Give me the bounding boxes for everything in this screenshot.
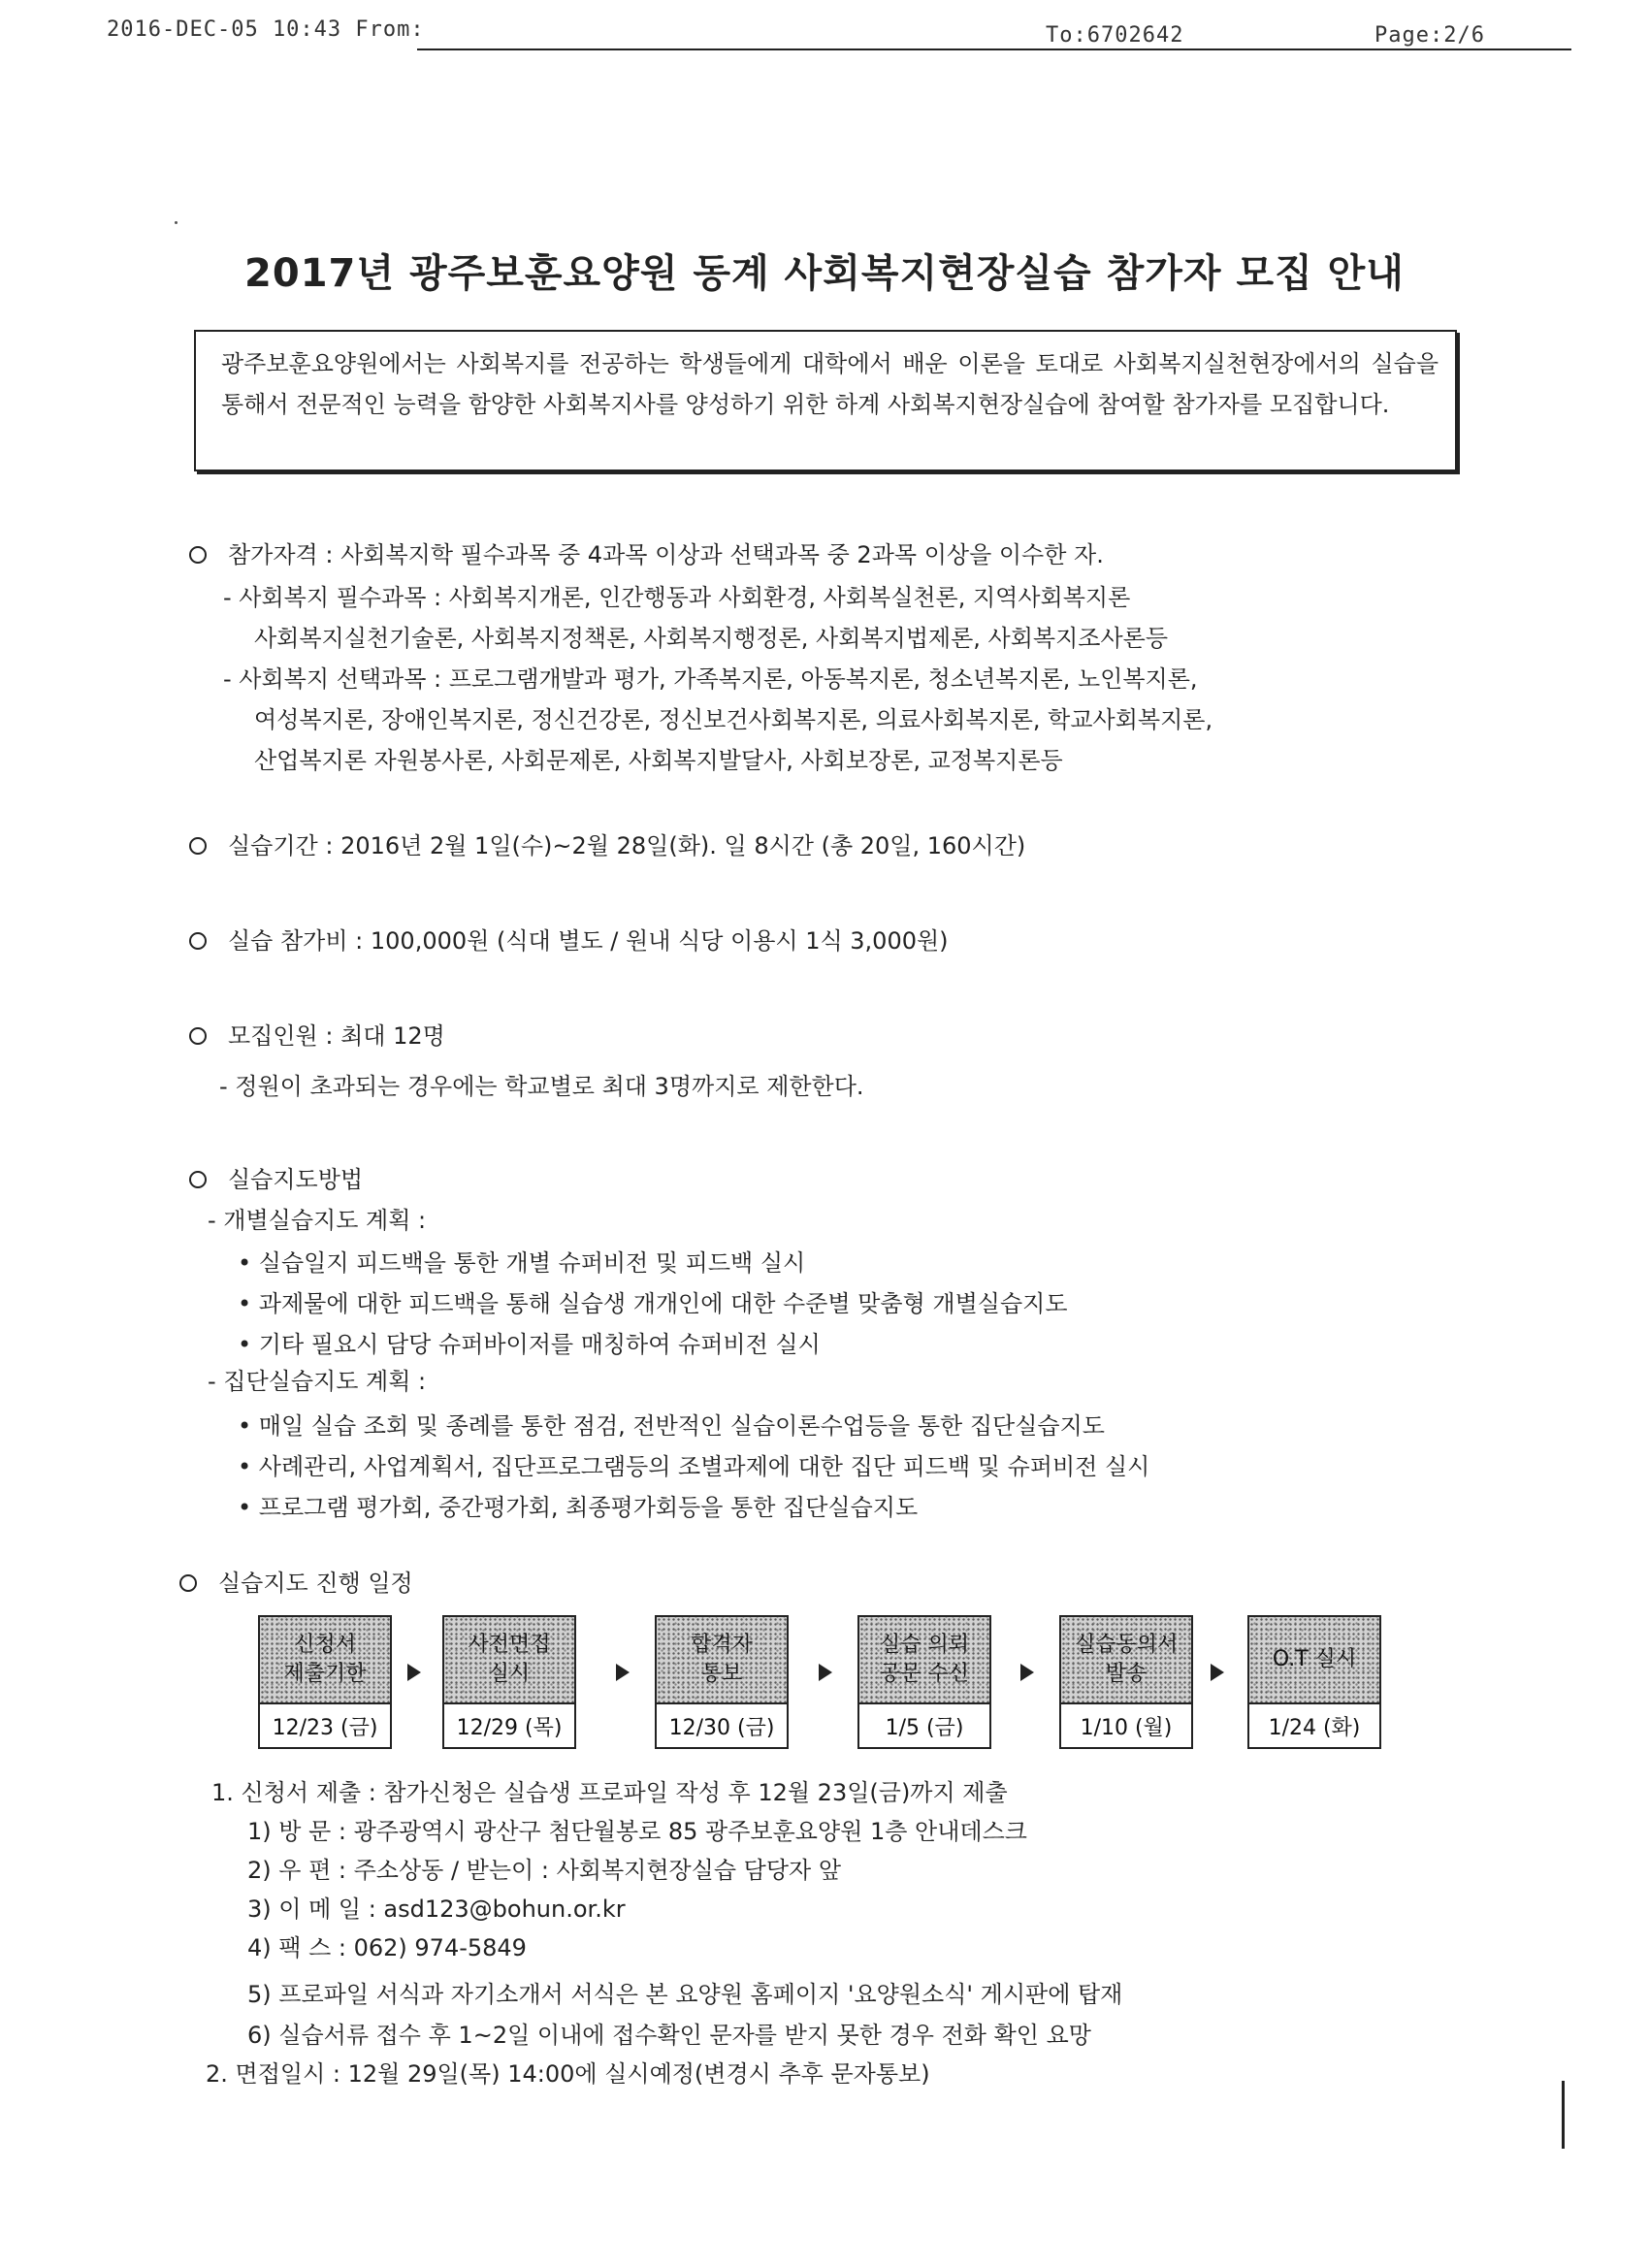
- application-sub-item: 1) 방 문 : 광주광역시 광산구 첨단월봉로 85 광주보훈요양원 1층 안내데스크: [247, 1818, 1027, 1845]
- schedule-step-label: 실습동의서 발송: [1061, 1617, 1191, 1704]
- fax-recipient: To:6702642: [1046, 23, 1184, 48]
- guidance-row: [189, 1160, 363, 1194]
- schedule-step: [655, 1615, 789, 1749]
- circle-bullet-icon: [189, 837, 207, 855]
- circle-bullet-icon: [189, 1171, 207, 1188]
- intro-box: [194, 330, 1457, 471]
- schedule-step-date: 1/5 (금): [885, 1715, 964, 1740]
- arrow-right-icon: [616, 1664, 630, 1681]
- schedule-step-date: 12/29 (목): [456, 1715, 563, 1740]
- schedule-step: [1059, 1615, 1193, 1749]
- circle-bullet-icon: [189, 546, 207, 564]
- application-sub-item: 5) 프로파일 서식과 자기소개서 서식은 본 요양원 홈페이지 '요양원소식' 게시판에 탑재: [247, 1981, 1123, 2008]
- elective-courses-line-2: 여성복지론, 장애인복지론, 정신건강론, 정신보건사회복지론, 의료사회복지론, 학교사회복지론,: [254, 706, 1213, 733]
- schedule-step: [442, 1615, 576, 1749]
- individual-plan-item: • 실습일지 피드백을 통한 개별 슈퍼비전 및 피드백 실시: [238, 1249, 806, 1277]
- fax-sender-line: 2016-DEC-05 10:43 From:: [107, 17, 425, 42]
- application-sub-item: 4) 팩 스 : 062) 974-5849: [247, 1934, 527, 1961]
- application-sub-item: 6) 실습서류 접수 후 1~2일 이내에 접수확인 문자를 받지 못한 경우 전화 확인 요망: [247, 2022, 1091, 2049]
- practice-fee: 실습 참가비 : 100,000원 (식대 별도 / 원내 식당 이용시 1식 3,000원): [228, 927, 949, 955]
- elective-courses-line-3: 산업복지론 자원봉사론, 사회문제론, 사회복지발달사, 사회보장론, 교정복지론등: [254, 747, 1063, 774]
- elective-courses-line-1: - 사회복지 선택과목 : 프로그램개발과 평가, 가족복지론, 아동복지론, 청소년복지론, 노인복지론,: [223, 665, 1198, 693]
- application-item-1: 1. 신청서 제출 : 참가신청은 실습생 프로파일 작성 후 12월 23일(금)까지 제출: [211, 1779, 1008, 1806]
- group-plan-item: • 매일 실습 조회 및 종례를 통한 점검, 전반적인 실습이론수업등을 통한 집단실습지도: [238, 1412, 1105, 1440]
- fax-header: [107, 17, 1562, 56]
- margin-mark: [1562, 2081, 1565, 2149]
- schedule-step-label: O.T 실시: [1249, 1617, 1379, 1704]
- recruit-row: [189, 1017, 445, 1051]
- schedule-step-date: 1/24 (화): [1268, 1715, 1361, 1740]
- eligibility-heading: 참가자격 : 사회복지학 필수과목 중 4과목 이상과 선택과목 중 2과목 이상을 이수한 자.: [228, 541, 1104, 568]
- required-courses-line-2: 사회복지실천기술론, 사회복지정책론, 사회복지행정론, 사회복지법제론, 사회복지조사론등: [254, 625, 1169, 652]
- schedule-row: [179, 1564, 413, 1598]
- group-plan-item: • 사례관리, 사업계획서, 집단프로그램등의 조별과제에 대한 집단 피드백 및 슈퍼비전 실시: [238, 1453, 1150, 1480]
- schedule-step-date: 1/10 (월): [1080, 1715, 1173, 1740]
- guidance-heading: 실습지도방법: [228, 1166, 364, 1193]
- document-title: 2017년 광주보훈요양원 동계 사회복지현장실습 참가자 모집 안내: [244, 251, 1405, 296]
- arrow-right-icon: [1211, 1664, 1224, 1681]
- schedule-step: [857, 1615, 991, 1749]
- practice-period: 실습기간 : 2016년 2월 1일(수)~2월 28일(화). 일 8시간 (총 20일, 160시간): [228, 832, 1026, 859]
- application-sub-item: 2) 우 편 : 주소상동 / 받는이 : 사회복지현장실습 담당자 앞: [247, 1857, 842, 1884]
- group-plan-item: • 프로그램 평가회, 중간평가회, 최종평가회등을 통한 집단실습지도: [238, 1494, 919, 1521]
- schedule-heading: 실습지도 진행 일정: [218, 1570, 413, 1597]
- group-plan-heading: - 집단실습지도 계획 :: [208, 1368, 427, 1395]
- application-item-2: 2. 면접일시 : 12월 29일(목) 14:00에 실시예정(변경시 추후 문자통보): [206, 2060, 930, 2088]
- eligibility-heading-row: [189, 535, 1104, 569]
- circle-bullet-icon: [189, 1027, 207, 1045]
- schedule-step-date: 12/23 (금): [272, 1715, 378, 1740]
- circle-bullet-icon: [189, 932, 207, 950]
- schedule-step-date: 12/30 (금): [668, 1715, 775, 1740]
- required-courses-line-1: - 사회복지 필수과목 : 사회복지개론, 인간행동과 사회환경, 사회복실천론, 지역사회복지론: [223, 584, 1131, 611]
- arrow-right-icon: [407, 1664, 421, 1681]
- scan-speck: [175, 221, 178, 224]
- schedule-step-label: 실습 의뢰 공문 수신: [859, 1617, 989, 1704]
- schedule-step-label: 신청서 제출기한: [260, 1617, 390, 1704]
- fax-page-number: Page:2/6: [1374, 23, 1485, 48]
- arrow-right-icon: [1020, 1664, 1034, 1681]
- fee-row: [189, 922, 949, 956]
- fax-header-rule: [417, 49, 1571, 50]
- individual-plan-item: • 기타 필요시 담당 슈퍼바이저를 매칭하여 슈퍼비전 실시: [238, 1331, 821, 1358]
- circle-bullet-icon: [179, 1574, 197, 1592]
- intro-text: 광주보훈요양원에서는 사회복지를 전공하는 학생들에게 대학에서 배운 이론을 토대로 사회복지실천현장에서의 실습을 통해서 전문적인 능력을 함양한 사회복지사를 양성하기 위한 하계 사회복지현장실습에 참여할 참가자를 모집합니다.: [221, 350, 1439, 418]
- schedule-step-label: 합격자 통보: [657, 1617, 787, 1704]
- recruit-heading: 모집인원 : 최대 12명: [228, 1022, 445, 1050]
- individual-plan-item: • 과제물에 대한 피드백을 통해 실습생 개개인에 대한 수준별 맞춤형 개별실습지도: [238, 1290, 1068, 1317]
- schedule-step: [1247, 1615, 1381, 1749]
- period-row: [189, 826, 1025, 860]
- schedule-flow: [252, 1615, 1387, 1751]
- recruit-note: - 정원이 초과되는 경우에는 학교별로 최대 3명까지로 제한한다.: [219, 1073, 864, 1100]
- arrow-right-icon: [819, 1664, 832, 1681]
- application-sub-item: 3) 이 메 일 : asd123@bohun.or.kr: [247, 1895, 626, 1923]
- schedule-step: [258, 1615, 392, 1749]
- individual-plan-heading: - 개별실습지도 계획 :: [208, 1207, 427, 1234]
- schedule-step-label: 사전면접 실시: [444, 1617, 574, 1704]
